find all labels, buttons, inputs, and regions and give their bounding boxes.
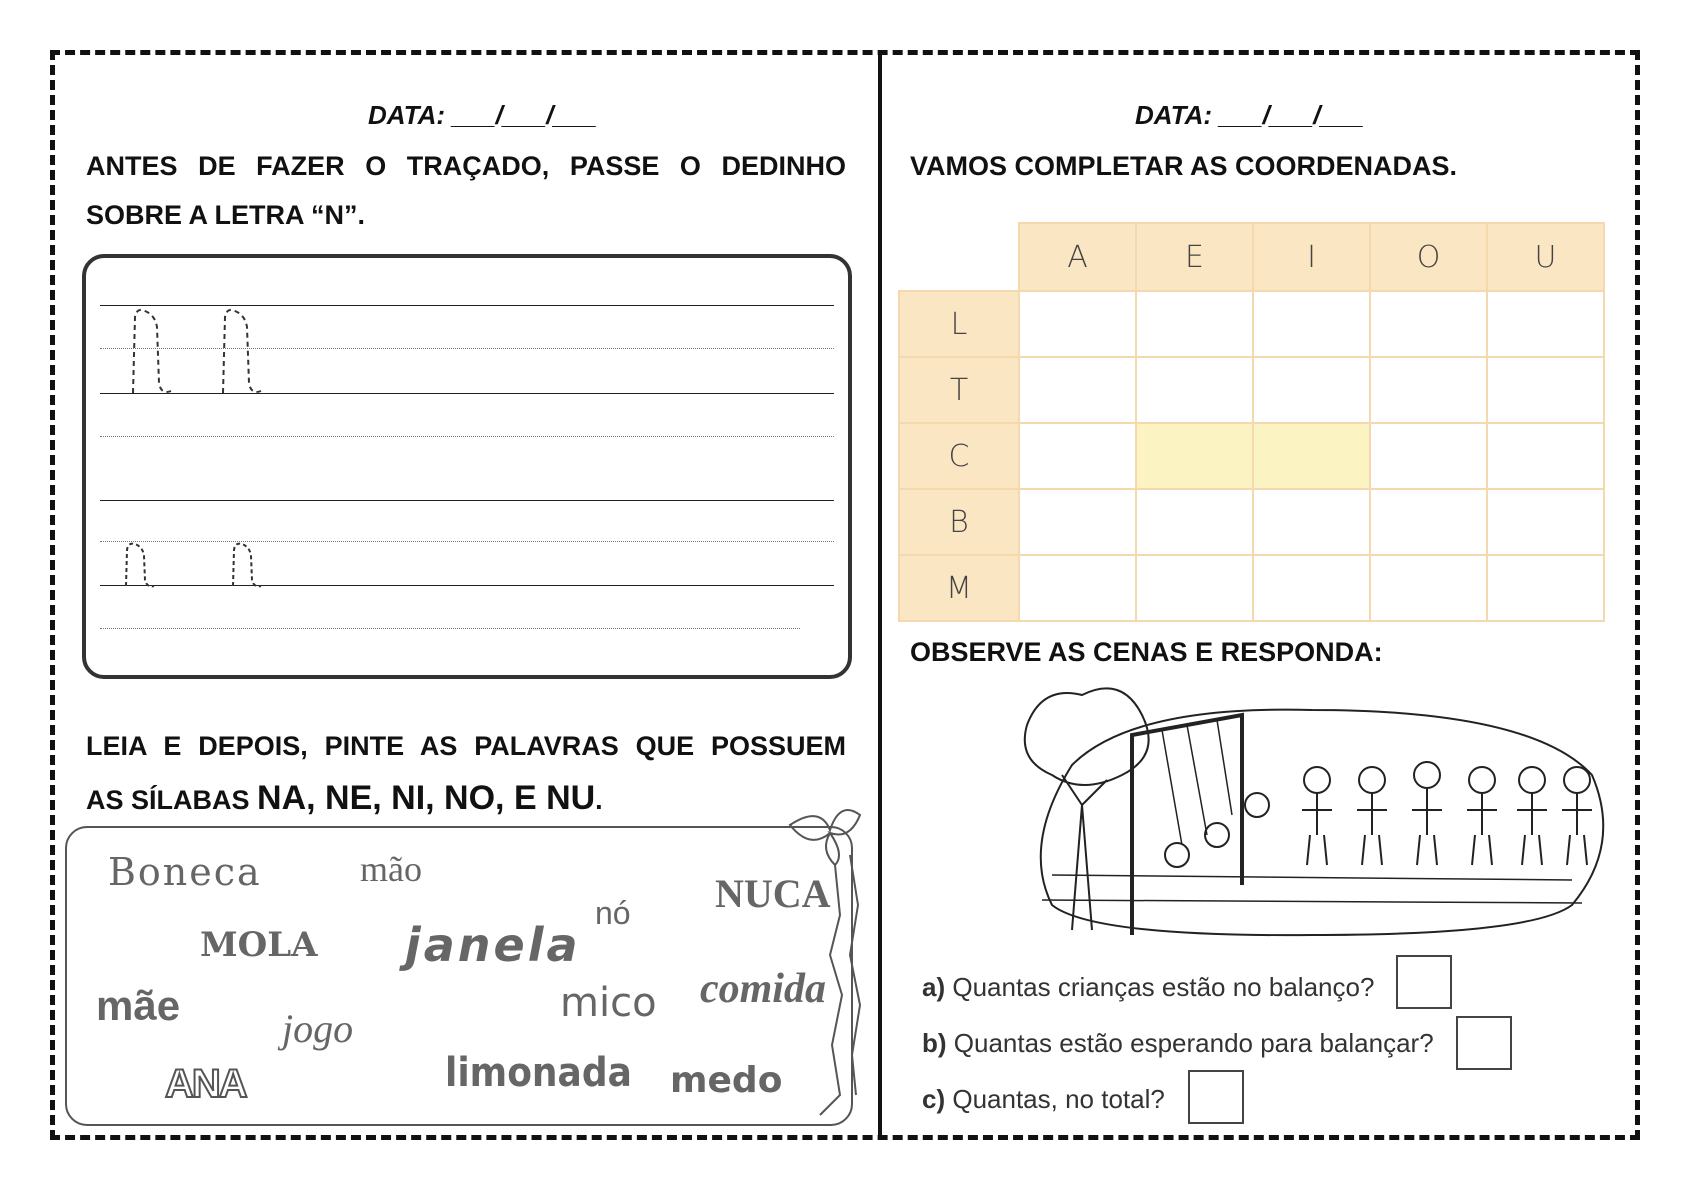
grid-cell[interactable] xyxy=(1370,423,1487,489)
grid-cell[interactable] xyxy=(1487,357,1604,423)
grid-cell[interactable] xyxy=(1019,423,1136,489)
grid-cell[interactable] xyxy=(1019,555,1136,621)
playground-scene-illustration xyxy=(1012,685,1612,955)
tracing-box xyxy=(82,254,852,679)
question-b xyxy=(922,1028,1434,1059)
grid-cell[interactable] xyxy=(1136,357,1253,423)
answer-box-a[interactable] xyxy=(1396,955,1452,1009)
word-janela[interactable]: janela xyxy=(405,918,581,972)
answer-box-c[interactable] xyxy=(1188,1070,1244,1124)
grid-cell-highlighted[interactable] xyxy=(1136,423,1253,489)
tracing-letter-n-small[interactable] xyxy=(118,540,168,590)
word-limonada[interactable]: limonada xyxy=(445,1050,632,1096)
grid-row-header: B xyxy=(899,489,1019,555)
writing-line-dotted xyxy=(100,436,834,437)
question-c xyxy=(922,1084,1165,1115)
grid-cell[interactable] xyxy=(1487,291,1604,357)
word-mico[interactable]: mico xyxy=(560,980,657,1026)
right-date-label: DATA: ___/___/___ xyxy=(1135,100,1364,130)
writing-line-dotted xyxy=(100,541,834,542)
grid-cell[interactable] xyxy=(1487,423,1604,489)
question-c-letter: c) xyxy=(922,1084,946,1114)
word-jogo[interactable]: jogo xyxy=(282,1006,354,1051)
word-medo[interactable]: medo xyxy=(670,1060,783,1101)
word-boneca[interactable]: Boneca xyxy=(108,850,262,894)
grid-cell[interactable] xyxy=(1370,357,1487,423)
grid-cell[interactable] xyxy=(1370,489,1487,555)
coordinate-grid xyxy=(898,222,1605,622)
writing-line xyxy=(100,305,834,306)
left-date-label: DATA: ___/___/___ xyxy=(368,100,597,130)
grid-row-header: T xyxy=(899,357,1019,423)
grid-instruction: VAMOS COMPLETAR AS COORDENADAS. xyxy=(910,151,1458,181)
grid-col-header: E xyxy=(1136,223,1253,291)
question-c-text: Quantas, no total? xyxy=(945,1084,1165,1114)
ribbon-decoration xyxy=(780,795,870,1125)
grid-col-header: I xyxy=(1253,223,1370,291)
tracing-letter-n-large[interactable] xyxy=(125,305,185,395)
writing-line xyxy=(100,393,834,394)
writing-line xyxy=(100,500,834,501)
grid-cell[interactable] xyxy=(1136,291,1253,357)
tracing-instruction-line1: ANTES DE FAZER O TRAÇADO, PASSE O DEDINHO xyxy=(86,151,846,181)
word-ana[interactable]: ANA xyxy=(165,1062,246,1106)
grid-cell[interactable] xyxy=(1019,357,1136,423)
question-b-text: Quantas estão esperando para balançar? xyxy=(946,1028,1434,1058)
grid-cell-highlighted[interactable] xyxy=(1253,423,1370,489)
word-task-suffix: . xyxy=(595,785,603,815)
grid-cell[interactable] xyxy=(1019,291,1136,357)
tracing-letter-n-small[interactable] xyxy=(225,540,275,590)
word-nuca[interactable]: NUCA xyxy=(715,871,831,916)
page-divider xyxy=(878,50,882,1140)
question-a xyxy=(922,972,1374,1003)
word-mola[interactable]: MOLA xyxy=(200,925,318,965)
grid-cell[interactable] xyxy=(1253,357,1370,423)
tracing-letter-n-large[interactable] xyxy=(215,305,275,395)
grid-corner xyxy=(899,223,1019,291)
word-mao[interactable]: mão xyxy=(360,849,422,889)
question-a-text: Quantas crianças estão no balanço? xyxy=(945,972,1375,1002)
writing-line xyxy=(100,585,834,586)
grid-row-header: L xyxy=(899,291,1019,357)
question-a-letter: a) xyxy=(922,972,946,1002)
grid-cell[interactable] xyxy=(1487,555,1604,621)
tracing-instruction-line2: SOBRE A LETRA “N”. xyxy=(86,200,366,230)
word-task-line1: LEIA E DEPOIS, PINTE AS PALAVRAS QUE POSSUEM xyxy=(86,731,846,761)
grid-cell[interactable] xyxy=(1136,489,1253,555)
grid-col-header: O xyxy=(1370,223,1487,291)
grid-cell[interactable] xyxy=(1253,489,1370,555)
word-task-prefix: AS SÍLABAS xyxy=(86,785,258,815)
grid-cell[interactable] xyxy=(1370,555,1487,621)
word-mae[interactable]: mãe xyxy=(96,982,181,1029)
question-b-letter: b) xyxy=(922,1028,947,1058)
grid-col-header: A xyxy=(1019,223,1136,291)
grid-cell[interactable] xyxy=(1019,489,1136,555)
word-no[interactable]: nó xyxy=(595,895,631,931)
grid-col-header: U xyxy=(1487,223,1604,291)
word-task-syllables: NA, NE, NI, NO, E NU xyxy=(257,779,596,817)
scene-instruction: OBSERVE AS CENAS E RESPONDA: xyxy=(910,637,1383,667)
word-task-line2 xyxy=(86,774,603,825)
grid-cell[interactable] xyxy=(1487,489,1604,555)
grid-row-header: C xyxy=(899,423,1019,489)
word-comida[interactable]: comida xyxy=(700,966,826,1012)
grid-cell[interactable] xyxy=(1253,555,1370,621)
answer-box-b[interactable] xyxy=(1456,1016,1512,1070)
grid-row-header: M xyxy=(899,555,1019,621)
grid-cell[interactable] xyxy=(1370,291,1487,357)
grid-cell[interactable] xyxy=(1136,555,1253,621)
grid-cell[interactable] xyxy=(1253,291,1370,357)
writing-line-dotted xyxy=(100,628,800,629)
writing-line-dotted xyxy=(100,348,834,349)
